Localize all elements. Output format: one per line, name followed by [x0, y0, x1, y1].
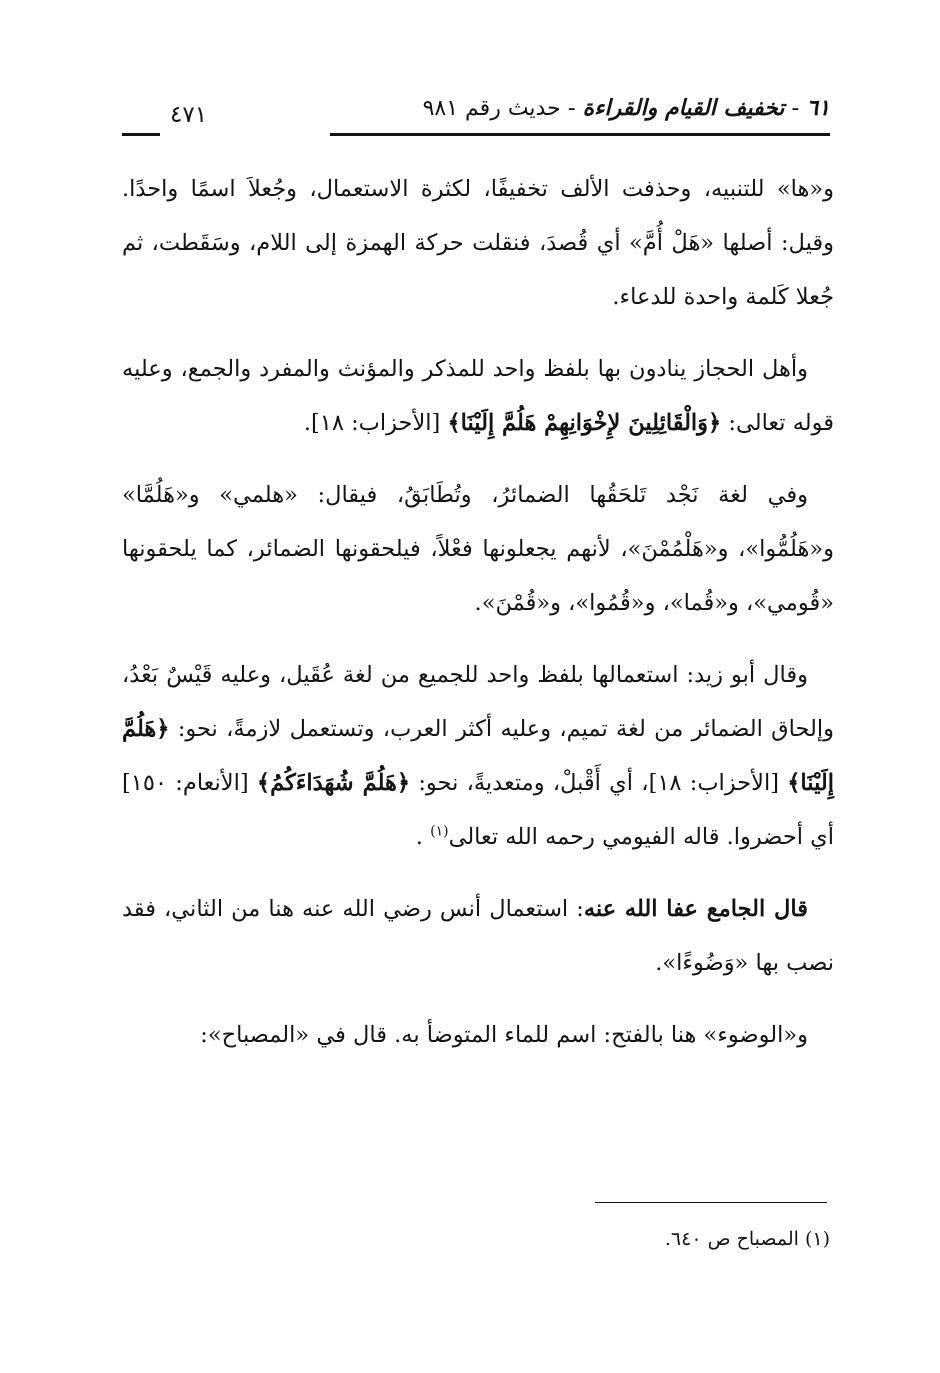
header-title — [423, 96, 830, 121]
paragraph-6-text: و«الوضوء» هنا بالفتح: اسم للماء المتوضأ به. قال في «المصباح»: — [200, 1022, 808, 1048]
header-rule — [330, 133, 830, 136]
footnote — [300, 1225, 830, 1253]
paragraph-6 — [122, 1008, 834, 1062]
paragraph-1 — [122, 162, 834, 324]
paragraph-4-text-3: [الأنعام: ١٥٠] أي أحضروا. قاله الفيومي رحمه الله تعالى — [122, 770, 834, 850]
paragraph-4 — [122, 648, 834, 864]
header-rule-short — [122, 133, 160, 136]
paragraph-5-text: : استعمال أنس رضي الله عنه هنا من الثاني، فقد نصب بها «وَضُوءًا». — [122, 896, 834, 976]
paragraph-4-text-4: . — [415, 824, 431, 850]
chapter-number: ٦١ — [806, 96, 830, 121]
paragraph-5 — [122, 882, 834, 990]
footnote-marker: (١) — [804, 1228, 830, 1250]
paragraph-2 — [122, 342, 834, 450]
running-header — [122, 92, 830, 136]
quran-verse-1: ﴿وَالْقَائِلِينَ لإِخْوَانِهِمْ هَلُمَّ إِلَيْنَا﴾ — [447, 410, 722, 436]
quran-verse-2: ﴿هَلُمَّ إِلَيْنَا﴾ — [122, 716, 834, 796]
paragraph-3-text: وفي لغة نَجْد تَلحَقُها الضمائرُ، وتُطَابَقُ، فيقال: «هلمي» و«هَلُمَّا» و«هَلُمُّوا»، و«هَلْمُمْنَ»، لأنهم يجعلونها فعْلاً، فيلحقونها الضمائر، كما يلحقونها «قُومي»، و«قُما»، و«قُمُوا»، و«قُمْنَ». — [122, 482, 834, 616]
footnote-reference[interactable]: (١) — [430, 823, 449, 840]
paragraph-1-text: و«ها» للتنبيه، وحذفت الألف تخفيفًا، لكثرة الاستعمال، وجُعلاَ اسمًا واحدًا. وقيل: أصلها «هَلْ أُمَّ» أي قُصدَ، فنقلت حركة الهمزة إلى اللام، وسَقَطت، ثم جُعلا كَلمة واحدة للدعاء. — [122, 176, 834, 310]
main-text — [122, 162, 834, 1080]
footnote-text: المصباح ص ٦٤٠. — [664, 1228, 805, 1250]
header-separator: - — [560, 96, 583, 121]
chapter-title: تخفيف القيام والقراءة — [582, 96, 785, 121]
header-dash: - — [784, 96, 807, 121]
compiler-lead: قال الجامع عفا الله عنه — [583, 896, 808, 922]
quran-verse-3: ﴿هَلُمَّ شُهَدَاءَكُمُ﴾ — [256, 770, 411, 796]
hadith-label: حديث رقم ٩٨١ — [422, 96, 561, 121]
paragraph-3 — [122, 468, 834, 630]
paragraph-4-text-1: وقال أبو زيد: استعمالها بلفظ واحد للجميع من لغة عُقَيل، وعليه قَيْسٌ بَعْدُ، وإلحاق الضمائر من لغة تميم، وعليه أكثر العرب، وتستعمل لازمةً، نحو: — [122, 662, 834, 742]
paragraph-2-text-after: [الأحزاب: ١٨]. — [303, 410, 448, 436]
footnote-rule — [595, 1202, 827, 1203]
paragraph-4-text-2: [الأحزاب: ١٨]، أي أَقْبلْ، ومتعديةً، نحو: — [410, 770, 788, 796]
page-number: ٤٧١ — [170, 102, 208, 128]
paragraph-2-text-before: وأهل الحجاز ينادون بها بلفظ واحد للمذكر والمؤنث والمفرد والجمع، وعليه قوله تعالى: — [122, 356, 834, 436]
